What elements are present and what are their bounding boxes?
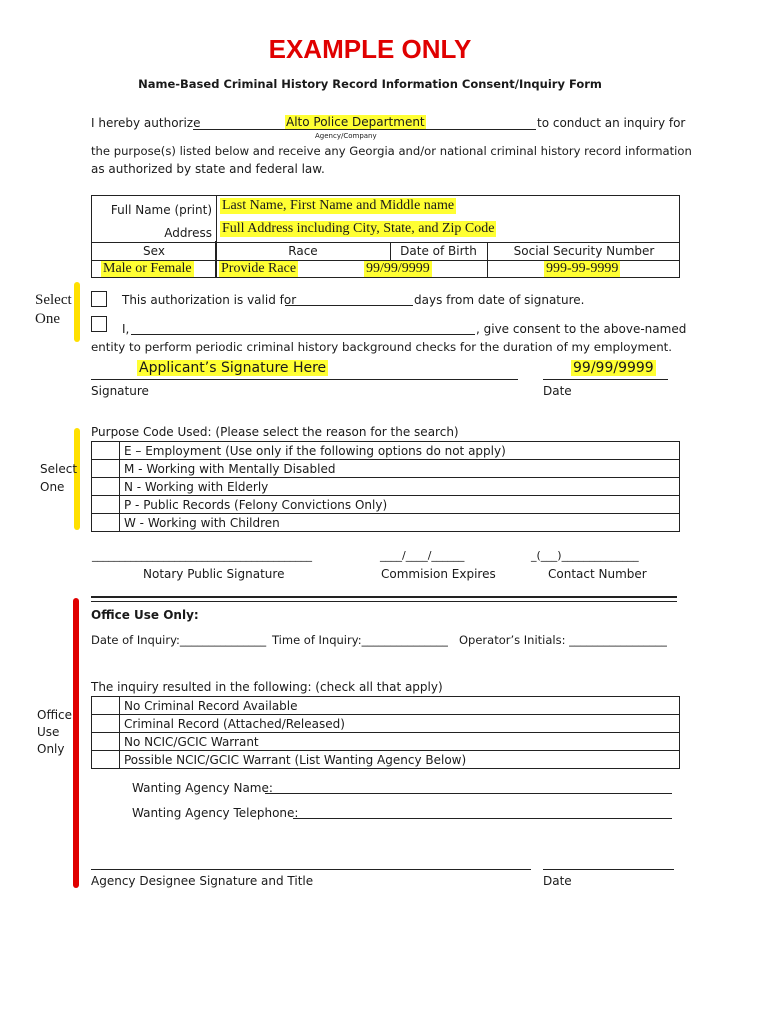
purpose-code: M - Working with Mentally Disabled — [120, 460, 680, 478]
purpose-code: N - Working with Elderly — [120, 478, 680, 496]
address-field[interactable]: Full Address including City, State, and Zip Code — [222, 221, 495, 236]
signature-date-label: Date — [543, 384, 572, 398]
agency-designee-signature-field[interactable] — [91, 856, 531, 870]
agency-caption: Agency/Company — [315, 132, 377, 140]
periodic-consent-prefix: I, — [122, 322, 130, 336]
result-check-cell[interactable] — [92, 751, 120, 769]
office-divider-top — [91, 596, 677, 598]
wanting-agency-name-label: Wanting Agency Name: — [132, 781, 273, 795]
wanting-agency-name-field[interactable] — [265, 781, 672, 794]
race-field[interactable]: Provide Race — [221, 261, 297, 276]
purpose-row[interactable] — [92, 460, 680, 478]
purpose-row[interactable] — [92, 478, 680, 496]
purpose-check-cell[interactable] — [92, 460, 120, 478]
operator-initials-field[interactable]: Operator’s Initials: _________________ — [459, 633, 667, 647]
agency-designee-date-label: Date — [543, 874, 572, 888]
office-side-label-3: Only — [37, 742, 65, 756]
result-label: No Criminal Record Available — [120, 697, 680, 715]
result-check-cell[interactable] — [92, 733, 120, 751]
signature-label: Signature — [91, 384, 149, 398]
purpose-row[interactable] — [92, 496, 680, 514]
purpose-check-cell[interactable] — [92, 442, 120, 460]
authorize-line-2: the purpose(s) listed below and receive any Georgia and/or national criminal history record information — [91, 144, 692, 158]
one-label: One — [35, 311, 60, 327]
time-of-inquiry-field[interactable]: Time of Inquiry:_______________ — [272, 633, 448, 647]
address-label: Address — [164, 226, 212, 240]
agency-field[interactable] — [193, 116, 536, 130]
sex-field[interactable]: Male or Female — [103, 261, 192, 276]
result-row[interactable] — [92, 697, 680, 715]
result-check-cell[interactable] — [92, 697, 120, 715]
signature-date-value: 99/99/9999 — [573, 360, 654, 376]
valid-days-suffix: days from date of signature. — [414, 293, 585, 307]
purpose-row[interactable] — [92, 442, 680, 460]
example-only-label: EXAMPLE ONLY — [268, 34, 472, 64]
purpose-check-cell[interactable] — [92, 496, 120, 514]
office-divider-bottom — [91, 601, 677, 602]
ssn-field[interactable]: 999-99-9999 — [546, 261, 619, 276]
result-label: No NCIC/GCIC Warrant — [120, 733, 680, 751]
purpose-heading: Purpose Code Used: (Please select the reason for the search) — [91, 425, 459, 439]
result-row[interactable] — [92, 715, 680, 733]
contact-number-field[interactable]: _(___)______________ — [531, 549, 639, 562]
authorize-suffix: to conduct an inquiry for — [537, 116, 686, 130]
result-check-cell[interactable] — [92, 715, 120, 733]
result-row[interactable] — [92, 733, 680, 751]
authorize-line-3: as authorized by state and federal law. — [91, 162, 325, 176]
commission-expires-field[interactable]: ____/____/______ — [380, 549, 465, 562]
wanting-agency-phone-label: Wanting Agency Telephone: — [132, 806, 299, 820]
purpose-select-bracket — [74, 428, 80, 530]
valid-days-field[interactable] — [285, 293, 413, 306]
purpose-code: P - Public Records (Felony Convictions Only) — [120, 496, 680, 514]
office-side-label-1: Office — [37, 708, 73, 722]
race-label: Race — [288, 244, 318, 258]
purpose-code: W - Working with Children — [120, 514, 680, 532]
inquiry-result-table — [91, 696, 680, 769]
inquiry-result-heading: The inquiry resulted in the following: (check all that apply) — [91, 680, 443, 694]
result-label: Possible NCIC/GCIC Warrant (List Wanting Agency Below) — [120, 751, 680, 769]
sex-label: Sex — [143, 244, 165, 258]
agency-designee-label: Agency Designee Signature and Title — [91, 874, 314, 888]
wanting-agency-phone-field[interactable] — [293, 806, 672, 819]
dob-field[interactable]: 99/99/9999 — [366, 261, 430, 276]
ssn-label: Social Security Number — [513, 244, 655, 258]
purpose-row[interactable] — [92, 514, 680, 532]
purpose-check-cell[interactable] — [92, 478, 120, 496]
agency-value: Alto Police Department — [286, 115, 425, 129]
purpose-code: E – Employment (Use only if the following options do not apply) — [120, 442, 680, 460]
signature-date-field[interactable] — [543, 360, 668, 380]
purpose-code-table — [91, 441, 680, 532]
notary-signature-label: Notary Public Signature — [143, 567, 285, 581]
select-label: Select — [35, 292, 72, 308]
purpose-select-label: Select — [40, 462, 78, 476]
result-label: Criminal Record (Attached/Released) — [120, 715, 680, 733]
full-name-field[interactable]: Last Name, First Name and Middle name — [222, 198, 455, 213]
purpose-check-cell[interactable] — [92, 514, 120, 532]
signature-value: Applicant’s Signature Here — [139, 360, 327, 376]
periodic-consent-name-field[interactable] — [131, 322, 475, 335]
full-name-label: Full Name (print) — [110, 203, 212, 217]
office-side-label-2: Use — [37, 725, 60, 739]
date-of-inquiry-field[interactable]: Date of Inquiry:_______________ — [91, 633, 267, 647]
periodic-consent-line-2: entity to perform periodic criminal history background checks for the duration of my employment. — [91, 340, 673, 354]
purpose-one-label: One — [40, 480, 65, 494]
periodic-consent-checkbox[interactable] — [91, 316, 107, 332]
agency-designee-date-field[interactable] — [543, 856, 674, 870]
select-one-bracket — [74, 282, 80, 342]
office-heading: Office Use Only: — [91, 608, 199, 622]
result-row[interactable] — [92, 751, 680, 769]
periodic-consent-suffix: , give consent to the above-named — [476, 322, 687, 336]
notary-signature-field[interactable]: ________________________________________ — [92, 549, 312, 562]
commission-expires-label: Commision Expires — [381, 567, 496, 581]
contact-number-label: Contact Number — [548, 567, 647, 581]
applicant-table — [91, 195, 680, 278]
form-title: Name-Based Criminal History Record Information Consent/Inquiry Form — [138, 77, 602, 91]
office-use-bracket — [73, 598, 79, 888]
valid-days-checkbox[interactable] — [91, 291, 107, 307]
dob-label: Date of Birth — [400, 244, 477, 258]
authorize-prefix: I hereby authorize — [91, 116, 201, 130]
applicant-signature-field[interactable] — [91, 360, 518, 380]
valid-days-prefix: This authorization is valid for — [122, 293, 297, 307]
